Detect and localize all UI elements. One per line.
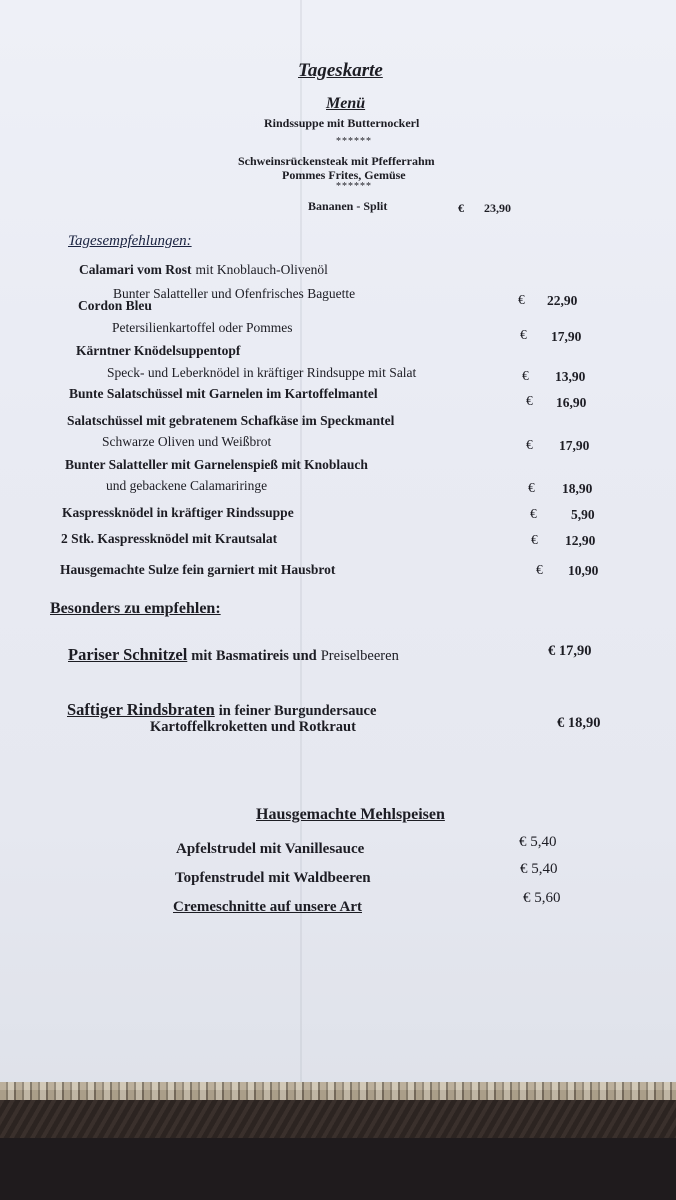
daily-item-desc: und gebackene Calamariringe (106, 478, 268, 493)
dessert-price: € 5,40 (520, 861, 558, 877)
dessert-item: Topfenstrudel mit Waldbeeren (175, 870, 371, 886)
special-item-desc: Preiselbeeren (320, 648, 399, 664)
special-item-price: € 18,90 (557, 715, 601, 731)
daily-item-name: Kärntner Knödelsuppentopf (76, 343, 241, 358)
euro-sign: € (526, 437, 533, 452)
dessert-item: Cremeschnitte auf unsere Art (173, 899, 362, 915)
daily-item-name: Salatschüssel mit gebratenem Schafkäse im Speckmantel (67, 413, 395, 428)
binding-strip (0, 1082, 676, 1100)
special-item-desc: Kartoffelkroketten und Rotkraut (150, 719, 356, 735)
daily-item-name: 2 Stk. Kaspressknödel mit Krautsalat (61, 531, 278, 546)
daily-item-price: 13,90 (555, 369, 586, 384)
daily-item-name (79, 261, 328, 279)
daily-item-title-rest: mit Knoblauch-Olivenöl (195, 262, 328, 277)
daily-item-price: 12,90 (565, 533, 596, 548)
daily-item-price: 18,90 (562, 481, 593, 496)
euro-sign: € (530, 506, 537, 521)
special-item-desc: in feiner Burgundersauce (218, 703, 377, 719)
menu-separator: ****** (336, 181, 372, 192)
page-title: Tageskarte (298, 60, 383, 81)
special-item-name: Pariser Schnitzel (68, 645, 188, 664)
daily-item-desc: Speck- und Leberknödel in kräftiger Rindsuppe mit Salat (107, 365, 417, 380)
daily-item-name: Bunter Salatteller mit Garnelenspieß mit Knoblauch (65, 457, 368, 472)
desserts-heading: Hausgemachte Mehlspeisen (256, 806, 445, 823)
menu-price: 23,90 (484, 201, 511, 215)
daily-item-desc: Bunter Salatteller und Ofenfrisches Baguette (113, 286, 356, 301)
daily-item-desc: Schwarze Oliven und Weißbrot (102, 434, 272, 449)
euro-sign: € (526, 393, 533, 408)
dessert-price: € 5,60 (523, 890, 561, 906)
daily-item-price: 16,90 (556, 395, 587, 410)
daily-item-price: 17,90 (559, 438, 590, 453)
dessert-price: € 5,40 (519, 834, 557, 850)
special-item-name: Saftiger Rindsbraten (67, 700, 215, 719)
daily-item-price: 10,90 (568, 563, 599, 578)
daily-item-name: Hausgemachte Sulze fein garniert mit Hausbrot (60, 562, 336, 577)
dessert-item: Apfelstrudel mit Vanillesauce (176, 841, 365, 857)
daily-item-price: 5,90 (571, 507, 595, 522)
table-surface (0, 1138, 676, 1200)
menu-line: Rindssuppe mit Butternockerl (264, 116, 420, 130)
menu-line: Pommes Frites, Gemüse (282, 168, 406, 182)
daily-item-price: 17,90 (551, 329, 582, 344)
daily-item-desc: Petersilienkartoffel oder Pommes (112, 320, 293, 335)
menu-currency: € (458, 201, 464, 215)
special-item-desc: mit Basmatireis und (191, 648, 317, 664)
menu-line: Schweinsrückensteak mit Pfefferrahm (238, 154, 435, 168)
daily-heading: Tagesempfehlungen: (68, 233, 192, 249)
daily-item-name: Cordon Bleu (78, 298, 152, 313)
euro-sign: € (522, 368, 529, 383)
menu-separator: ****** (336, 136, 372, 147)
menu-line: Bananen - Split (308, 199, 388, 213)
euro-sign: € (518, 292, 525, 307)
euro-sign: € (536, 562, 543, 577)
menu-heading: Menü (326, 95, 366, 112)
daily-item-name: Bunte Salatschüssel mit Garnelen im Kartoffelmantel (69, 386, 378, 401)
euro-sign: € (528, 480, 535, 495)
euro-sign: € (531, 532, 538, 547)
special-item (67, 700, 376, 720)
special-item-price: € 17,90 (548, 643, 592, 659)
daily-item-name: Kaspressknödel in kräftiger Rindssuppe (62, 505, 294, 520)
special-item (68, 645, 399, 665)
daily-item-title: Calamari vom Rost (79, 262, 192, 277)
daily-item-price: 22,90 (547, 293, 578, 308)
euro-sign: € (520, 327, 527, 342)
special-heading: Besonders zu empfehlen: (50, 600, 221, 617)
